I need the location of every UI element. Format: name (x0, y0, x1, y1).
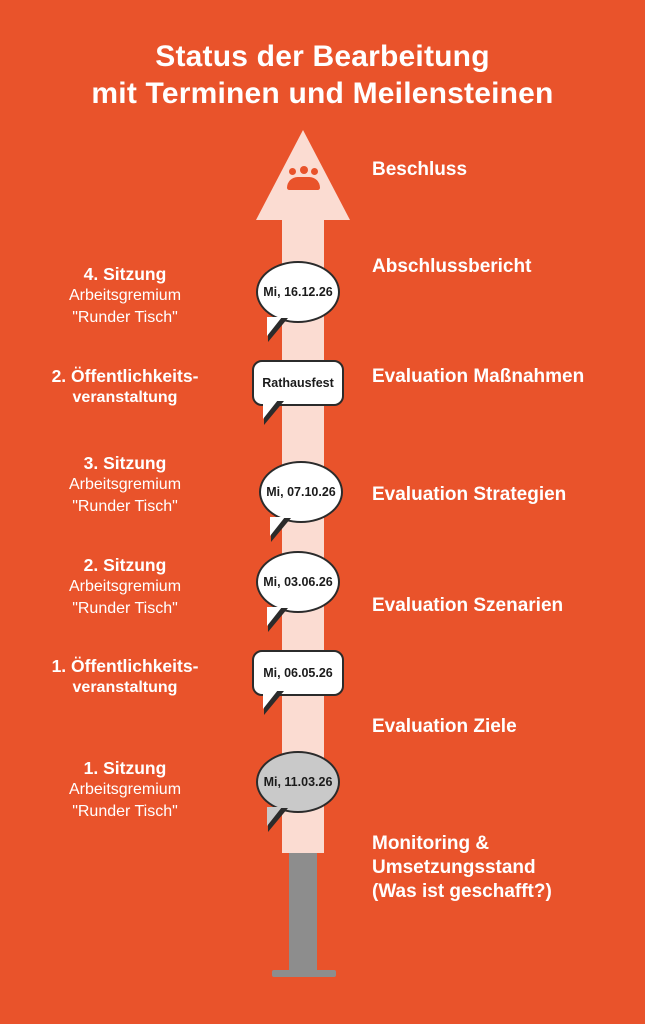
bubble-tail (268, 608, 288, 632)
date-bubble-label: Mi, 06.05.26 (263, 666, 333, 680)
event-label-line-3: "Runder Tisch" (72, 600, 178, 617)
date-bubble-label: Mi, 03.06.26 (263, 575, 333, 589)
milestone-label-line-3: (Was ist geschafft?) (372, 881, 552, 902)
date-bubble-16-12-26[interactable] (256, 261, 340, 323)
page-title-line-1: Status der Bearbeitung (155, 40, 490, 73)
milestone-label: Evaluation Maßnahmen (372, 366, 585, 387)
bubble-tail (271, 518, 291, 542)
people-head-left (289, 168, 296, 175)
event-label-line-2: Arbeitsgremium (68, 578, 182, 595)
event-label-line-1: 1. Öffentlichkeits- (51, 656, 199, 676)
bubble-tail (268, 808, 288, 832)
date-bubble-label: Rathausfest (262, 376, 334, 390)
event-label-line-2: Arbeitsgremium (68, 781, 182, 798)
event-label-oeffentlichkeitsveranstaltung-1 (10, 655, 240, 699)
milestone-evaluation-szenarien (372, 594, 637, 618)
people-head-center (300, 166, 308, 174)
event-label-line-2: Arbeitsgremium (68, 476, 182, 493)
event-label-line-2: Arbeitsgremium (68, 287, 182, 304)
event-label-line-3: "Runder Tisch" (72, 498, 178, 515)
milestone-abschlussbericht (372, 255, 637, 279)
event-label-sitzung-2 (10, 554, 240, 620)
event-label-sitzung-1 (10, 757, 240, 823)
bubble-tail (268, 318, 288, 342)
milestone-label: Abschlussbericht (372, 256, 532, 277)
event-label-line-1: 2. Sitzung (83, 555, 167, 575)
milestone-label: Evaluation Ziele (372, 716, 517, 737)
date-bubble-label: Mi, 11.03.26 (263, 775, 333, 789)
milestone-evaluation-strategien (372, 483, 637, 507)
event-label-line-1: 3. Sitzung (83, 453, 167, 473)
event-label-sitzung-4 (10, 263, 240, 329)
milestone-label: Evaluation Strategien (372, 484, 567, 505)
people-body (287, 177, 320, 190)
event-label-line-2: veranstaltung (72, 679, 178, 696)
event-label-line-1: 2. Öffentlichkeits- (51, 366, 199, 386)
milestone-monitoring (372, 832, 637, 904)
arrow-base-plate (272, 970, 336, 977)
event-label-sitzung-3 (10, 452, 240, 518)
event-label-oeffentlichkeitsveranstaltung-2 (10, 365, 240, 409)
event-label-line-3: "Runder Tisch" (72, 803, 178, 820)
people-head-right (311, 168, 318, 175)
event-label-line-2: veranstaltung (72, 389, 178, 406)
milestone-label: Beschluss (372, 159, 468, 180)
milestone-label-line-1: Monitoring & (372, 833, 490, 854)
bubble-tail (264, 401, 284, 425)
event-label-line-3: "Runder Tisch" (72, 309, 178, 326)
milestone-beschluss (372, 158, 637, 182)
milestone-evaluation-ziele (372, 715, 637, 739)
date-bubble-11-03-26[interactable] (256, 751, 340, 813)
page-title-line-2: mit Terminen und Meilensteinen (91, 77, 554, 110)
milestone-label-line-2: Umsetzungsstand (372, 857, 536, 878)
people-group-icon (286, 168, 322, 194)
date-bubble-06-05-26[interactable] (252, 650, 344, 696)
date-bubble-label: Mi, 07.10.26 (266, 485, 336, 499)
date-bubble-rathausfest[interactable] (252, 360, 344, 406)
date-bubble-07-10-26[interactable] (259, 461, 343, 523)
event-label-line-1: 4. Sitzung (83, 264, 167, 284)
milestone-label: Evaluation Szenarien (372, 595, 564, 616)
milestone-evaluation-massnahmen (372, 365, 637, 389)
bubble-tail (264, 691, 284, 715)
event-label-line-1: 1. Sitzung (83, 758, 167, 778)
date-bubble-label: Mi, 16.12.26 (263, 285, 333, 299)
date-bubble-03-06-26[interactable] (256, 551, 340, 613)
page-title (0, 38, 645, 112)
